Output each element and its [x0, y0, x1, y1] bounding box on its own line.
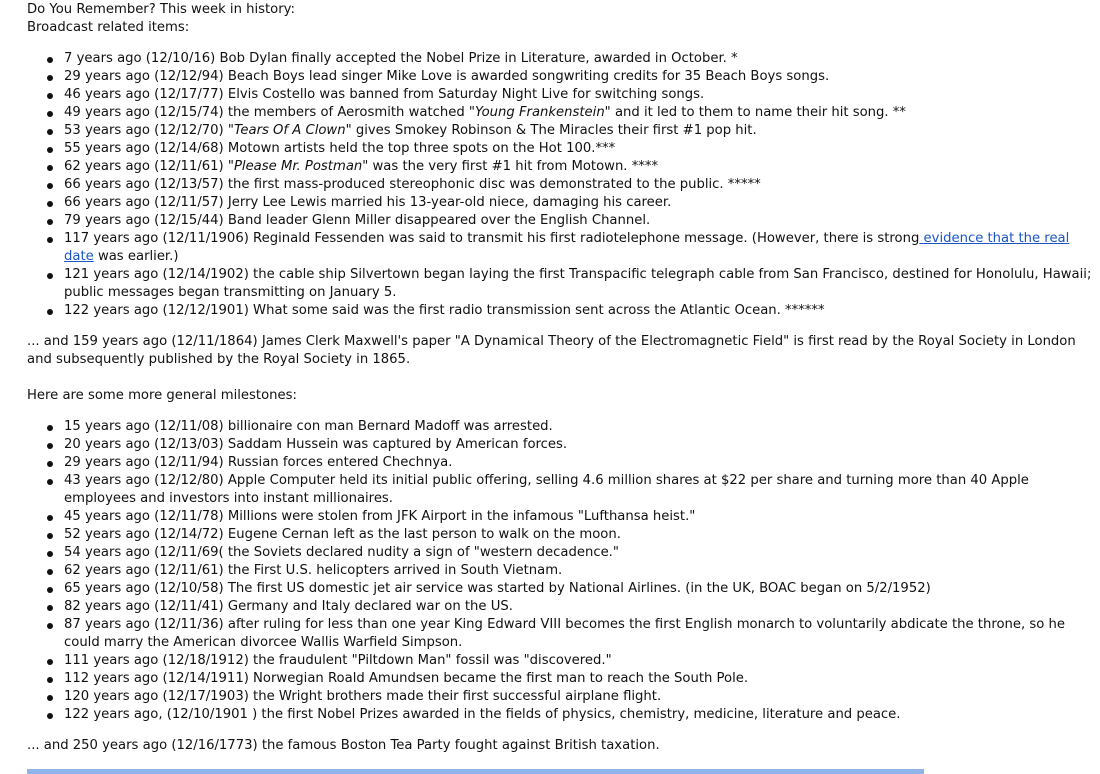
item-text: and it led to them to name their hit song. ** [610, 105, 906, 120]
item-text: 120 years ago (12/17/1903) the Wright brothers made their first successful airplane flight. [64, 689, 662, 704]
list-item [64, 706, 1093, 724]
bullet-icon [47, 515, 53, 521]
item-text: 121 years ago (12/14/1902) the cable ship Silvertown began laying the first Transpacific telegraph cable from San Francisco, destined for Honolulu, Hawaii; public messages began transmitting on January 5. [64, 267, 1092, 300]
item-text: 29 years ago (12/12/94) Beach Boys lead singer Mike Love is awarded songwriting credits for 35 Beach Boys songs. [64, 69, 830, 84]
bullet-icon [47, 111, 53, 117]
item-text: 46 years ago (12/17/77) Elvis Costello was banned from Saturday Night Live for switching songs. [64, 87, 705, 102]
item-text: 20 years ago (12/13/03) Saddam Hussein was captured by American forces. [64, 437, 568, 452]
maxwell-note: ... and 159 years ago (12/11/1864) James Clerk Maxwell's paper "A Dynamical Theory of the Electromagnetic Field" is first read by the Royal Society in London and subsequently published by the Royal Society in 1865. [27, 334, 1076, 367]
list-item [64, 104, 1093, 122]
bullet-icon [47, 677, 53, 683]
tea-party-note: ... and 250 years ago (12/16/1773) the famous Boston Tea Party fought against British taxation. [27, 738, 660, 753]
bullet-icon [47, 147, 53, 153]
section-heading-general: Here are some more general milestones: [27, 388, 297, 403]
item-text: 122 years ago, (12/10/1901 ) the first Nobel Prizes awarded in the fields of physics, chemistry, medicine, literature and peace. [64, 707, 901, 722]
item-text: 62 years ago (12/11/61) " [64, 159, 234, 174]
item-text: 112 years ago (12/14/1911) Norwegian Roald Amundsen became the first man to reach the South Pole. [64, 671, 749, 686]
item-text: 54 years ago (12/11/69( the Soviets declared nudity a sign of "western decadence." [64, 545, 619, 560]
item-text: 117 years ago (12/11/1906) Reginald Fessenden was said to transmit his first radiotelephone message. (However, there is strong [64, 231, 920, 246]
item-text: 122 years ago (12/12/1901) What some said was the first radio transmission sent across the Atlantic Ocean. ****** [64, 303, 825, 318]
list-item [64, 158, 1093, 176]
bullet-icon [47, 237, 53, 243]
item-text: 82 years ago (12/11/41) Germany and Italy declared war on the US. [64, 599, 513, 614]
list-item [64, 302, 1093, 320]
list-item [64, 194, 1093, 212]
item-title: "Young Frankenstein" [468, 105, 611, 120]
bullet-icon [47, 425, 53, 431]
bullet-icon [47, 75, 53, 81]
item-text: " was the very first #1 hit from Motown. **** [362, 159, 659, 174]
list-item [64, 86, 1093, 104]
bullet-icon [47, 219, 53, 225]
item-text: " gives Smokey Robinson & The Miracles their first #1 pop hit. [345, 123, 757, 138]
list-item [64, 122, 1093, 140]
list-item [64, 526, 1093, 544]
list-item [64, 562, 1093, 580]
bullet-icon [47, 533, 53, 539]
list-item [64, 50, 1093, 68]
item-text: 65 years ago (12/10/58) The first US domestic jet air service was started by National Airlines. (in the UK, BOAC began on 5/2/1952) [64, 581, 931, 596]
item-text: 111 years ago (12/18/1912) the fraudulent "Piltdown Man" fossil was "discovered." [64, 653, 612, 668]
item-text: 79 years ago (12/15/44) Band leader Glenn Miller disappeared over the English Channel. [64, 213, 651, 228]
bullet-icon [47, 605, 53, 611]
item-title: Tears Of A Clown [233, 123, 346, 138]
bullet-icon [47, 659, 53, 665]
list-item [64, 418, 1093, 436]
item-text: 66 years ago (12/11/57) Jerry Lee Lewis married his 13-year-old niece, damaging his career. [64, 195, 672, 210]
bullet-icon [47, 57, 53, 63]
list-item [64, 544, 1093, 562]
list-item [64, 454, 1093, 472]
list-item [64, 616, 1093, 652]
list-item [64, 472, 1093, 508]
item-text: 87 years ago (12/11/36) after ruling for less than one year King Edward VIII becomes the first English monarch to voluntarily abdicate the throne, so he could marry the American divorcee Wallis Warfield Simpson. [64, 617, 1065, 650]
item-title: Please Mr. Postman [233, 159, 363, 174]
bullet-icon [47, 695, 53, 701]
item-text: was earlier.) [93, 249, 179, 264]
list-item [64, 212, 1093, 230]
item-text: 53 years ago (12/12/70) " [64, 123, 234, 138]
item-text: 49 years ago (12/15/74) the members of Aerosmith watched [64, 105, 469, 120]
page-title: Do You Remember? This week in history: [27, 2, 295, 17]
item-text: 52 years ago (12/14/72) Eugene Cernan left as the last person to walk on the moon. [64, 527, 621, 542]
broadcast-items-list [27, 50, 1093, 320]
bullet-icon [47, 569, 53, 575]
bullet-icon [47, 93, 53, 99]
list-item [64, 508, 1093, 526]
bullet-icon [47, 273, 53, 279]
bullet-icon [47, 183, 53, 189]
bullet-icon [47, 201, 53, 207]
item-text: 66 years ago (12/13/57) the first mass-produced stereophonic disc was demonstrated to the public. ***** [64, 177, 761, 192]
bullet-icon [47, 587, 53, 593]
general-items-list [27, 418, 1093, 724]
list-item [64, 580, 1093, 598]
bullet-icon [47, 129, 53, 135]
bullet-icon [47, 443, 53, 449]
list-item [64, 230, 1093, 266]
evidence-link[interactable]: evidence that the real date [64, 231, 1070, 264]
bullet-icon [47, 309, 53, 315]
item-text: 29 years ago (12/11/94) Russian forces entered Chechnya. [64, 455, 453, 470]
section-heading-broadcast: Broadcast related items: [27, 20, 190, 35]
bullet-icon [47, 479, 53, 485]
bullet-icon [47, 165, 53, 171]
item-text: 43 years ago (12/12/80) Apple Computer held its initial public offering, selling 4.6 million shares at $22 per share and turning more than 40 Apple employees and investors into instant millionaires. [64, 473, 1029, 506]
list-item [64, 598, 1093, 616]
list-item [64, 176, 1093, 194]
bullet-icon [47, 551, 53, 557]
item-text: 62 years ago (12/11/61) the First U.S. helicopters arrived in South Vietnam. [64, 563, 563, 578]
list-item [64, 140, 1093, 158]
bullet-icon [47, 461, 53, 467]
list-item [64, 652, 1093, 670]
list-item [64, 266, 1093, 302]
item-text: 45 years ago (12/11/78) Millions were stolen from JFK Airport in the infamous "Lufthansa heist." [64, 509, 696, 524]
horizontal-rule [27, 769, 924, 774]
list-item [64, 688, 1093, 706]
item-text: 7 years ago (12/10/16) Bob Dylan finally accepted the Nobel Prize in Literature, awarded in October. * [64, 51, 738, 66]
article-body [27, 1, 1093, 755]
item-text: 55 years ago (12/14/68) Motown artists held the top three spots on the Hot 100.*** [64, 141, 616, 156]
list-item [64, 670, 1093, 688]
item-text: 15 years ago (12/11/08) billionaire con man Bernard Madoff was arrested. [64, 419, 553, 434]
bullet-icon [47, 713, 53, 719]
bullet-icon [47, 623, 53, 629]
list-item [64, 436, 1093, 454]
list-item [64, 68, 1093, 86]
